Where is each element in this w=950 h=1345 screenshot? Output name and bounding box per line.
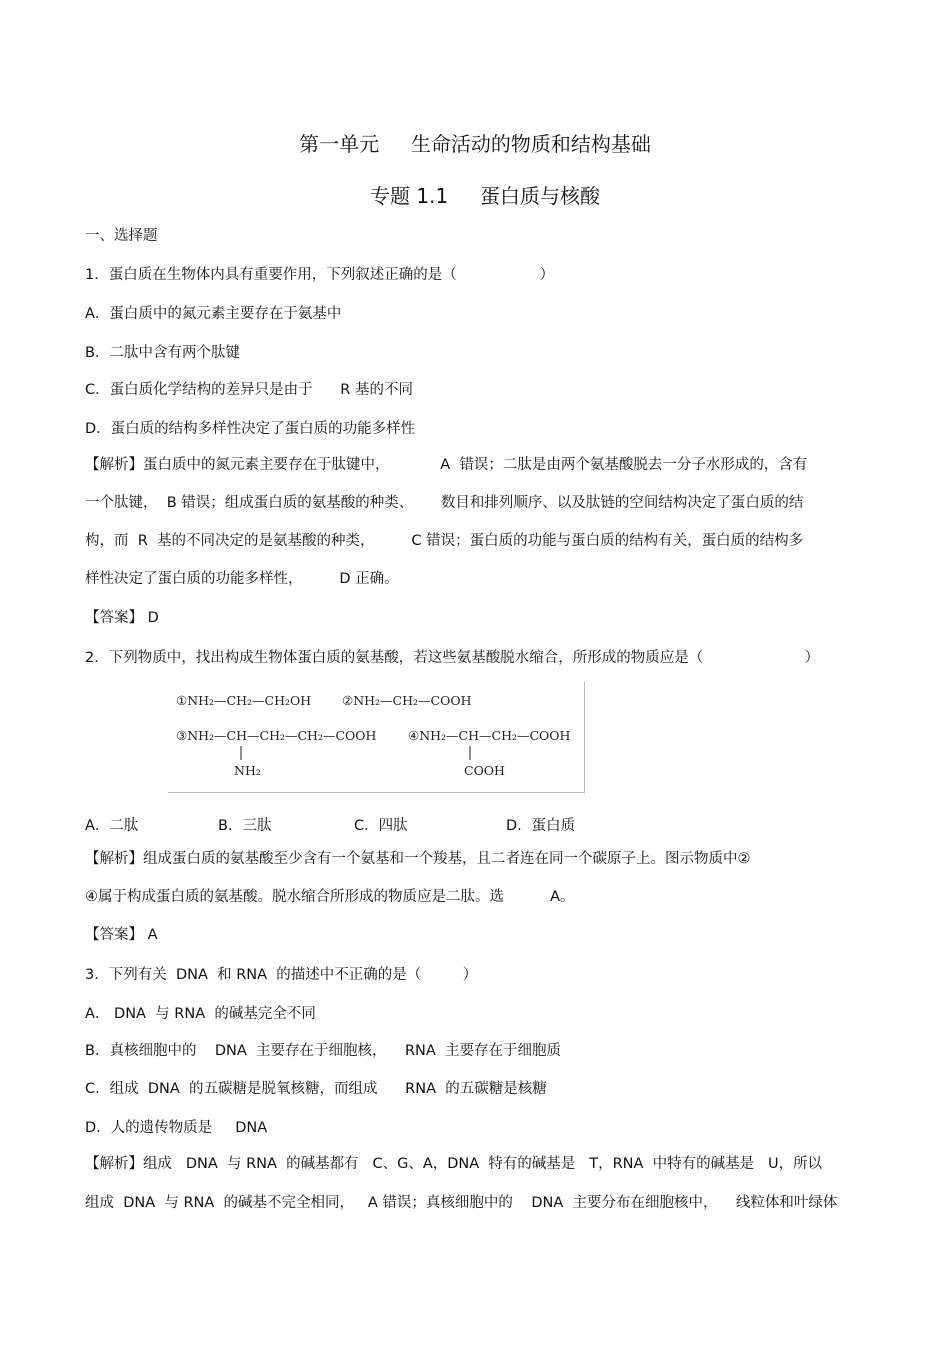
q3-option-a: A． DNA 与 RNA 的碱基完全不同	[85, 1006, 316, 1022]
q2-option-a: A．二肽	[85, 818, 139, 834]
q3-option-d: D．人的遗传物质是 DNA	[85, 1120, 268, 1136]
structure-1: ①NH₂—CH₂—CH₂OH	[176, 693, 312, 708]
structure-4-substituent: COOH	[464, 763, 505, 778]
q2-option-d: D．蛋白质	[506, 818, 576, 834]
q3-option-c: C．组成 DNA 的五碳糖是脱氧核糖，而组成 RNA 的五碳糖是核糖	[85, 1081, 547, 1097]
unit-title: 第一单元 生命活动的物质和结构基础	[299, 132, 651, 156]
q2-option-b: B．三肽	[218, 818, 272, 834]
q2-answer: 【答案】 A	[85, 927, 158, 943]
q3-option-b: B．真核细胞中的 DNA 主要存在于细胞核， RNA 主要存在于细胞质	[85, 1043, 562, 1059]
structure-3: ③NH₂—CH—CH₂—CH₂—COOH	[176, 728, 377, 743]
q1-answer: 【答案】 D	[85, 610, 159, 626]
q3-analysis-line: 【解析】组成 DNA 与 RNA 的碱基都有 C、G、A，DNA 特有的碱基是 T，RNA 中特有的碱基是 U，所以	[85, 1156, 823, 1172]
q1-analysis-line: 一个肽键， B 错误；组成蛋白质的氨基酸的种类、 数目和排列顺序、以及肽链的空间结构决定了蛋白质的结	[85, 495, 804, 511]
section-heading: 一、选择题	[85, 228, 158, 244]
q1-option-a: A．蛋白质中的氮元素主要存在于氨基中	[85, 306, 342, 322]
q2-option-c: C．四肽	[354, 818, 408, 834]
q1-analysis-line: 【解析】蛋白质中的氮元素主要存在于肽键中， A 错误；二肽是由两个氨基酸脱去一分子水形成的，含有	[85, 457, 808, 473]
q1-option-b: B．二肽中含有两个肽键	[85, 345, 240, 361]
structure-3-substituent: NH₂	[234, 763, 261, 778]
q1-stem: 1．蛋白质在生物体内具有重要作用，下列叙述正确的是（ ）	[85, 267, 555, 283]
chemical-structures-figure	[168, 682, 585, 793]
q1-analysis-line: 样性决定了蛋白质的功能多样性， D 正确。	[85, 571, 399, 587]
q2-analysis-line: ④属于构成蛋白质的氨基酸。脱水缩合所形成的物质应是二肽。选 A。	[85, 889, 575, 905]
structure-4: ④NH₂—CH—CH₂—COOH	[408, 728, 571, 743]
q3-stem: 3．下列有关 DNA 和 RNA 的描述中不正确的是（ ）	[85, 967, 478, 983]
q1-option-d: D．蛋白质的结构多样性决定了蛋白质的功能多样性	[85, 421, 416, 437]
q1-option-c: C．蛋白质化学结构的差异只是由于 R 基的不同	[85, 382, 413, 398]
structure-2: ②NH₂—CH₂—COOH	[342, 693, 472, 708]
q2-stem: 2．下列物质中，找出构成生物体蛋白质的氨基酸，若这些氨基酸脱水缩合，所形成的物质应是（ ）	[85, 650, 820, 666]
q3-analysis-line: 组成 DNA 与 RNA 的碱基不完全相同， A 错误；真核细胞中的 DNA 主要分布在细胞核中， 线粒体和叶绿体	[85, 1195, 838, 1211]
q1-analysis-line: 构，而 R 基的不同决定的是氨基酸的种类， C 错误；蛋白质的功能与蛋白质的结构有关，蛋白质的结构多	[85, 533, 804, 549]
q2-analysis-line: 【解析】组成蛋白质的氨基酸至少含有一个氨基和一个羧基，且二者连在同一个碳原子上。图示物质中②	[85, 851, 751, 867]
topic-title: 专题 1.1 蛋白质与核酸	[370, 184, 600, 208]
